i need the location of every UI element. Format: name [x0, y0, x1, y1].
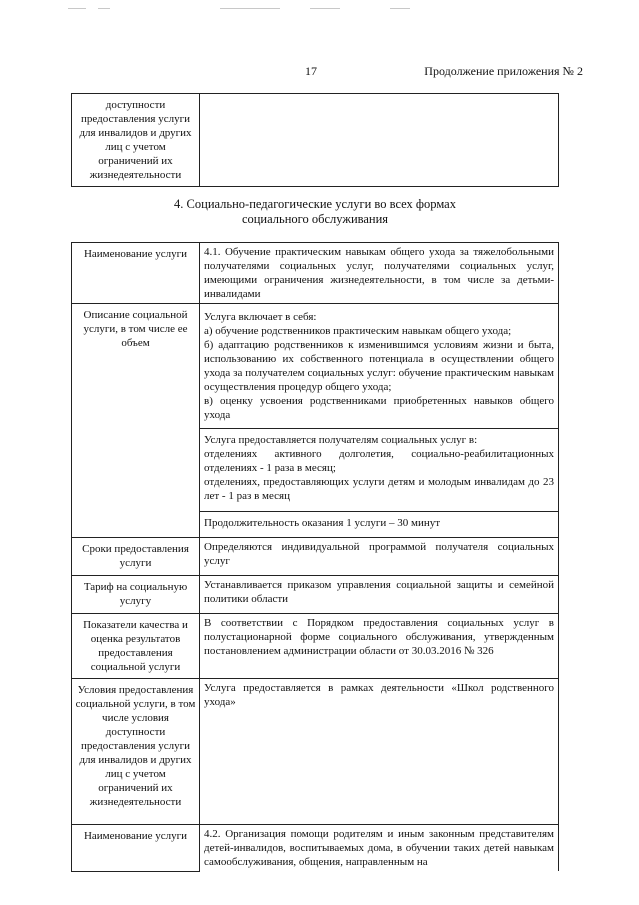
row-value-service-name-2: 4.2. Организация помощи родителям и иным законным представителям детей-инвалидов, воспитываемых дома, в обучении таких детей навыкам самообслуживания, общения, направленным на [200, 825, 559, 872]
empty-value-cell [200, 94, 559, 187]
label-line: ограничений их [98, 155, 173, 167]
description-line: отделениях, предоставляющих услуги детям и молодым инвалидам до 23 лет - 1 раз в месяц [204, 476, 554, 502]
row-label-accessibility-continued [72, 94, 200, 187]
description-line: в) оценку усвоения родственниками приобретенных навыков общего ухода [204, 395, 554, 421]
row-label-service-name: Наименование услуги [72, 243, 200, 304]
row-value-service-name: 4.1. Обучение практическим навыкам общего ухода за тяжелобольными получателями социальных услуг, получателями социальных услуг, имеющими ограничения жизнедеятельности, в том числе за детьми-инвалидами [200, 243, 559, 304]
row-label-quality: Показатели качества и оценка результатов предоставления социальной услуги [72, 614, 200, 679]
table-row [72, 825, 559, 872]
row-value-tariff: Устанавливается приказом управления социальной защиты и семейной политики области [200, 576, 559, 614]
section-title-line-1: 4. Социально-педагогические услуги во всех формах [174, 197, 456, 211]
description-block-contents [204, 310, 554, 428]
row-label-description: Описание социальной услуги, в том числе ее объем [72, 304, 200, 538]
description-line: Услуга предоставляется получателям социальных услуг в: [204, 434, 478, 446]
description-line: а) обучение родственников практическим навыкам общего ухода; [204, 325, 512, 337]
description-line: отделениях активного долголетия, социально-реабилитационных отделениях - 1 раза в месяц; [204, 448, 554, 474]
table-row [72, 614, 559, 679]
row-value-quality: В соответствии с Порядком предоставления социальных услуг в полустационарной форме социального обслуживания, утвержденным постановлением администрации области от 30.03.2016 № 326 [200, 614, 559, 679]
description-block-duration [200, 511, 558, 535]
row-value-conditions: Услуга предоставляется в рамках деятельности «Школ родственного ухода» [200, 679, 559, 825]
row-label-terms: Сроки предоставления услуги [72, 538, 200, 576]
previous-table-fragment [71, 93, 559, 187]
scan-artifact-marks [60, 8, 580, 14]
row-label-conditions: Условия предоставления социальной услуги, в том числе условия доступности предоставления услуги для инвалидов и других лиц с учетом ограничений их жизнедеятельности [72, 679, 200, 825]
table-row [72, 304, 559, 538]
row-value-terms: Определяются индивидуальной программой получателя социальных услуг [200, 538, 559, 576]
description-block-recipients [200, 428, 558, 511]
row-label-tariff: Тариф на социальную услугу [72, 576, 200, 614]
row-value-description [200, 304, 559, 538]
description-line: Услуга включает в себя: [204, 311, 317, 323]
description-line: б) адаптацию родственников к изменившимся условиям жизни и быта, использованию их собственного потенциала в осуществлении общего ухода за получателем социальных услуг: обучение практическим навыкам осуществления процедур общего ухода; [204, 339, 554, 393]
label-line: жизнедеятельности [89, 169, 182, 181]
section-title [71, 197, 559, 227]
table-row [72, 576, 559, 614]
service-table [71, 242, 559, 872]
description-line: Продолжительность оказания 1 услуги – 30 минут [204, 517, 441, 529]
table-row [72, 538, 559, 576]
page-number: 17 [305, 64, 317, 78]
table-row [72, 243, 559, 304]
section-title-line-2: социального обслуживания [241, 212, 389, 226]
label-line: доступности [105, 99, 166, 111]
table-row [72, 94, 559, 187]
label-line: лиц с учетом [105, 141, 166, 153]
appendix-continuation: Продолжение приложения № 2 [424, 64, 583, 78]
table-row [72, 679, 559, 825]
row-label-service-name-2: Наименование услуги [72, 825, 200, 872]
label-line: предоставления услуги [81, 113, 190, 125]
label-line: для инвалидов и других [79, 127, 192, 139]
